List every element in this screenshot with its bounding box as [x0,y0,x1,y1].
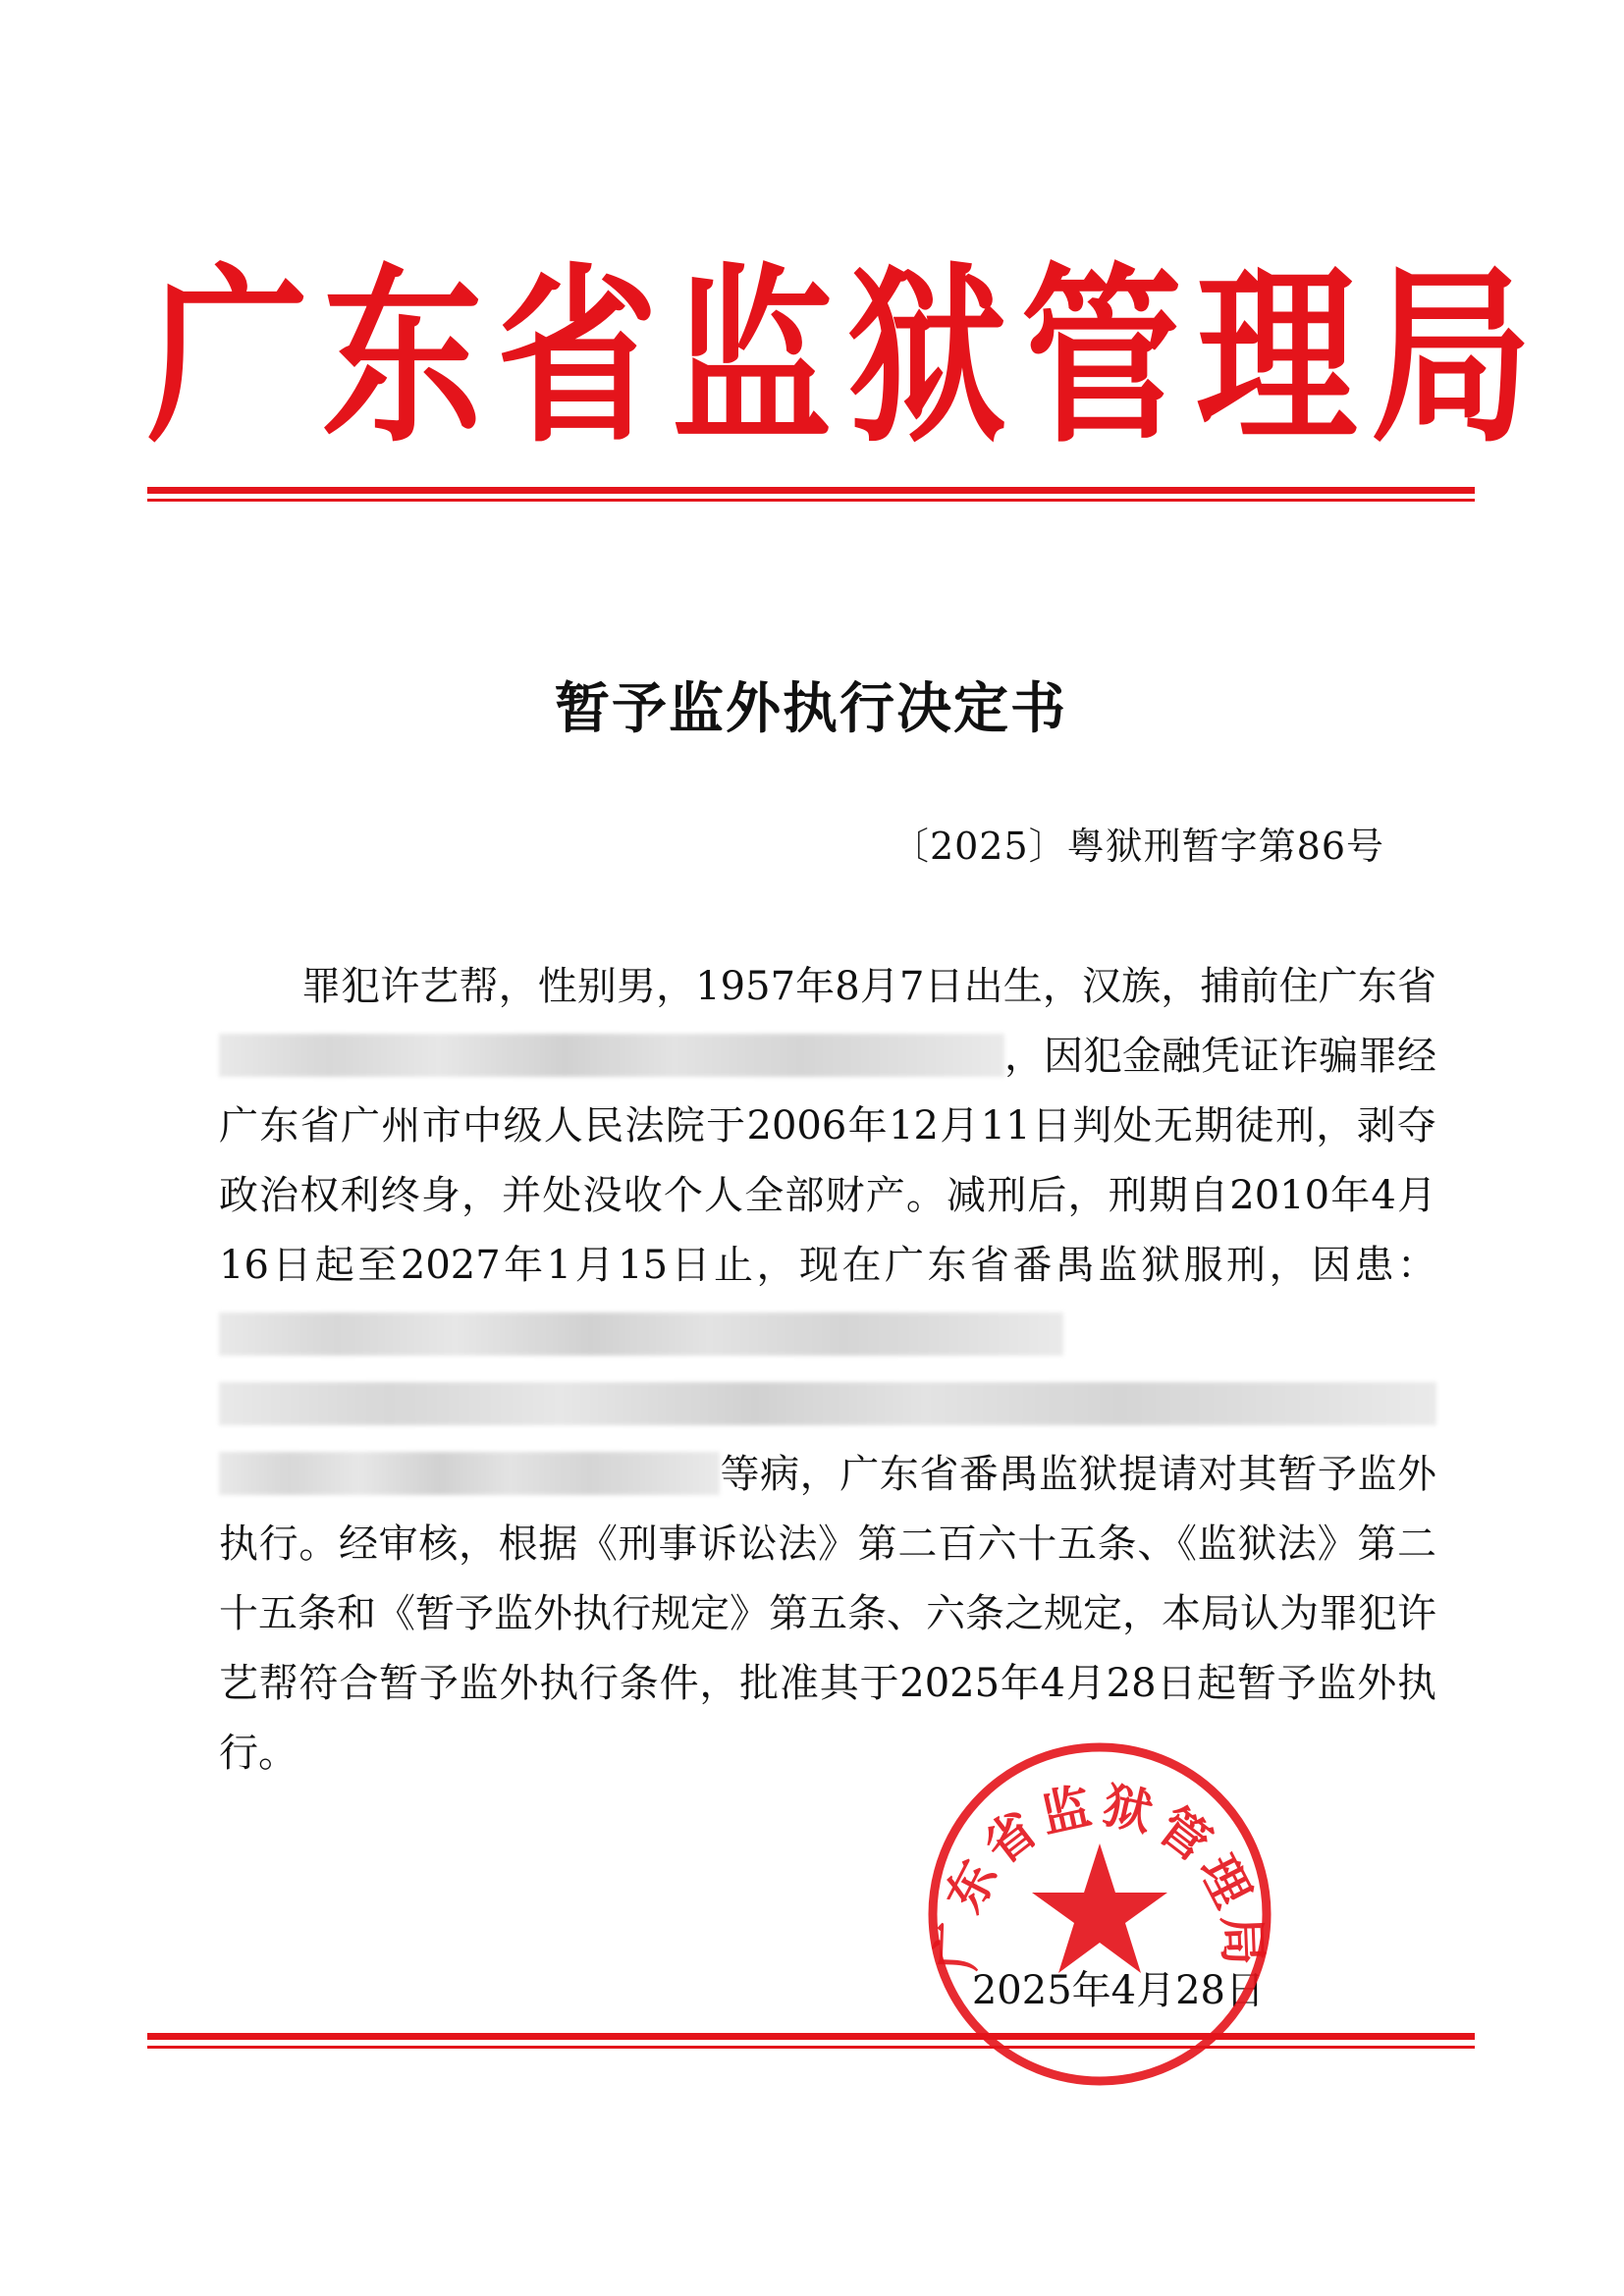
footer-divider-thick [147,2033,1475,2040]
redacted-illness-line-2 [219,1382,1436,1425]
issuer-header-title: 广东省监狱管理局 [147,246,1546,469]
body-text-middle: ，因犯金融凭证诈骗罪经广东省广州市中级人民法院于2006年12月11日判处无期徒刑，剥夺政治权利终身，并处没收个人全部财产。减刑后，刑期自2010年4月16日起至2027年1月15日止，现在广东省番禺监狱服刑，因患： [219,1034,1436,1288]
document-body [219,952,1436,1789]
body-text-intro: 罪犯许艺帮，性别男，1957年8月7日出生，汉族，捕前住广东省 [301,964,1436,1009]
document-number: 〔2025〕粤狱刑暂字第86号 [891,825,1384,868]
footer-divider-thin [147,2046,1475,2049]
header-divider-thin [147,499,1475,502]
body-text-conclusion: 等病，广东省番禺监狱提请对其暂予监外执行。经审核，根据《刑事诉讼法》第二百六十五条、《监狱法》第二十五条和《暂予监外执行规定》第五条、六条之规定，本局认为罪犯许艺帮符合暂予监外执行条件，批准其于2025年4月28日起暂予监外执行。 [219,1452,1436,1776]
issue-date: 2025年4月28日 [971,1968,1265,2013]
header-divider-thick [147,487,1475,494]
redacted-illness-line-1 [219,1312,1063,1356]
document-title: 暂予监外执行决定书 [555,676,1067,741]
redacted-illness-line-3 [219,1452,720,1495]
seal-text: 广东省监狱管理局 [928,1776,1272,1973]
redacted-address [219,1034,1004,1077]
star-icon [1032,1843,1167,1973]
